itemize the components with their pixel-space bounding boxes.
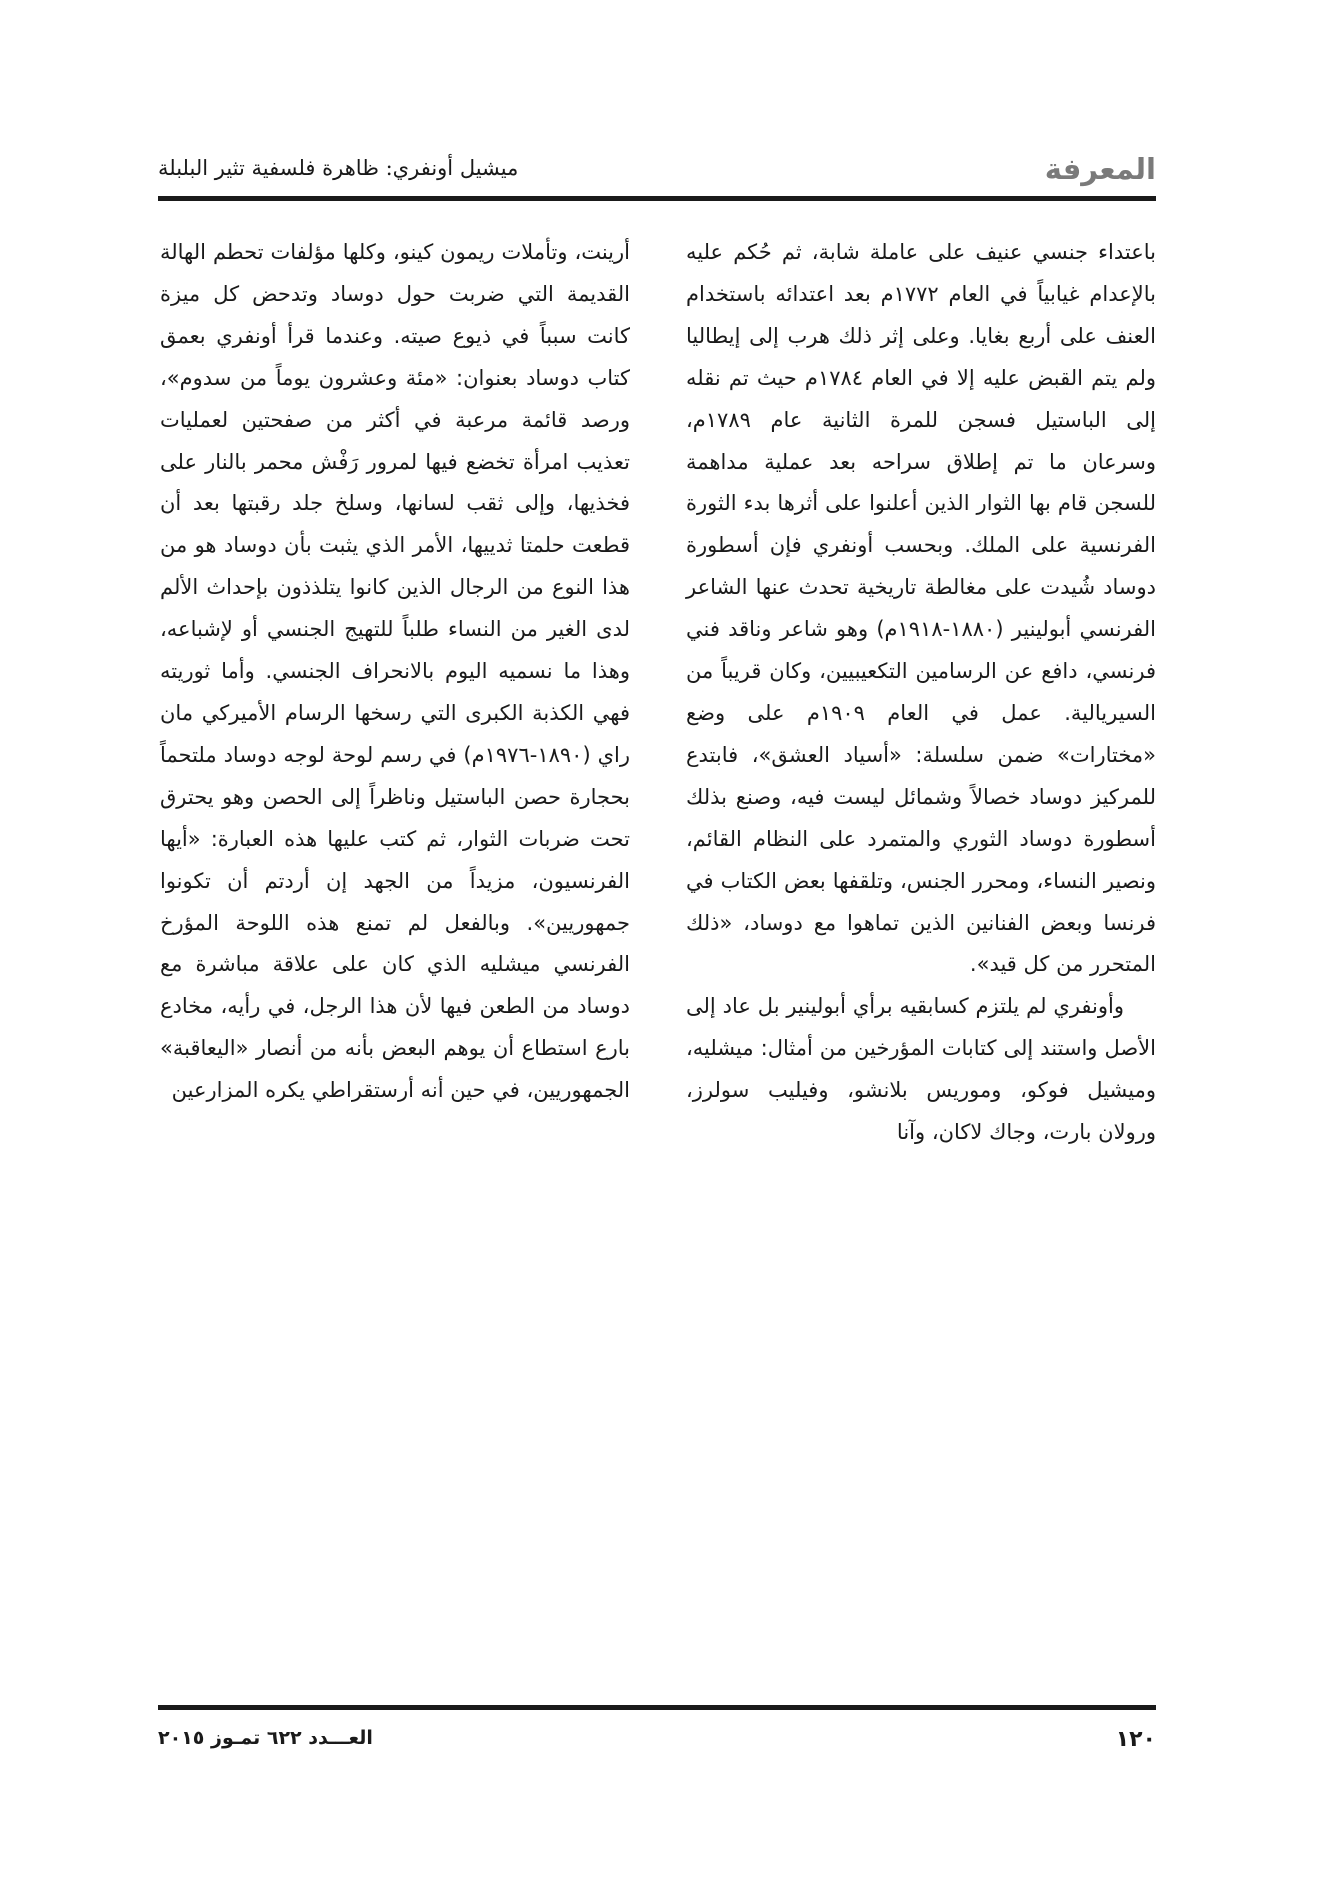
running-title: ميشيل أونفري: ظاهرة فلسفية تثير البلبلة [158,156,519,180]
left-column [160,232,630,1112]
body-paragraph: وأونفري لم يلتزم كسابقيه برأي أبولينير بل عاد إلى الأصل واستند إلى كتابات المؤرخين من أمثال: ميشليه، وميشيل فوكو، وموريس بلانشو، وفيليب سولرز، ورولان بارت، وجاك لاكان، وآنا [686,994,1156,1145]
footer-rule [158,1705,1156,1710]
body-paragraph: باعتداء جنسي عنيف على عاملة شابة، ثم حُكم عليه بالإعدام غيابياً في العام ١٧٧٢م بعد اعتدائه باستخدام العنف على أربع بغايا. وعلى إثر ذلك هرب إلى إيطاليا ولم يتم القبض عليه إلا في العام ١٧٨٤م حيث تم نقله إلى الباستيل فسجن للمرة الثانية عام ١٧٨٩م، وسرعان ما تم إطلاق سراحه بعد عملية مداهمة للسجن قام بها الثوار الذين أعلنوا على أثرها بدء الثورة الفرنسية على الملك. وبحسب أونفري فإن أسطورة دوساد شُيدت على مغالطة تاريخية تحدث عنها الشاعر الفرنسي أبولينير (١٨٨٠-١٩١٨م) وهو شاعر وناقد فني فرنسي، دافع عن الرسامين التكعيبيين، وكان قريباً من السيريالية. عمل في العام ١٩٠٩م على وضع «مختارات» ضمن سلسلة: «أسياد العشق»، فابتدع للمركيز دوساد خصالاً وشمائل ليست فيه، وصنع بذلك أسطورة دوساد الثوري والمتمرد على النظام القائم، ونصير النساء، ومحرر الجنس، وتلقفها بعض الكتاب في فرنسا وبعض الفنانين الذين تماهوا مع دوساد، «ذلك المتحرر من كل قيد». [686,240,1157,977]
header-rule [158,196,1156,201]
page-header [158,148,1156,198]
magazine-logo: المعرفة [1044,152,1156,186]
page-footer [158,1727,1156,1763]
issue-info: العـــدد ٦٢٢ تمـوز ٢٠١٥ [158,1727,373,1749]
body-paragraph: أرينت، وتأملات ريمون كينو، وكلها مؤلفات تحطم الهالة القديمة التي ضربت حول دوساد وتدحض كل ميزة كانت سبباً في ذيوع صيته. وعندما قرأ أونفري بعمق كتاب دوساد بعنوان: «مئة وعشرون يوماً من سدوم»، ورصد قائمة مرعبة في أكثر من صفحتين لعمليات تعذيب امرأة تخضع فيها لمرور رَفْش محمر بالنار على فخذيها، وإلى ثقب لسانها، وسلخ جلد رقبتها بعد أن قطعت حلمتا ثدييها، الأمر الذي يثبت بأن دوساد هو من هذا النوع من الرجال الذين كانوا يتلذذون بإحداث الألم لدى الغير من النساء طلباً للتهيج الجنسي أو لإشباعه، وهذا ما نسميه اليوم بالانحراف الجنسي. وأما ثوريته فهي الكذبة الكبرى التي رسخها الرسام الأميركي مان راي (١٨٩٠-١٩٧٦م) في رسم لوحة لوجه دوساد ملتحماً بحجارة حصن الباستيل وناظراً إلى الحصن وهو يحترق تحت ضربات الثوار، ثم كتب عليها هذه العبارة: «أيها الفرنسيون، مزيداً من الجهد إن أردتم أن تكونوا جمهوريين». وبالفعل لم تمنع هذه اللوحة المؤرخ الفرنسي ميشليه الذي كان على علاقة مباشرة مع دوساد من الطعن فيها لأن هذا الرجل، في رأيه، مخادع بارع استطاع أن يوهم البعض بأنه من أنصار «اليعاقبة» الجمهوريين، في حين أنه أرستقراطي يكره المزارعين [160,240,630,1103]
page-number: ١٢٠ [1115,1727,1156,1752]
right-column [686,232,1156,1154]
